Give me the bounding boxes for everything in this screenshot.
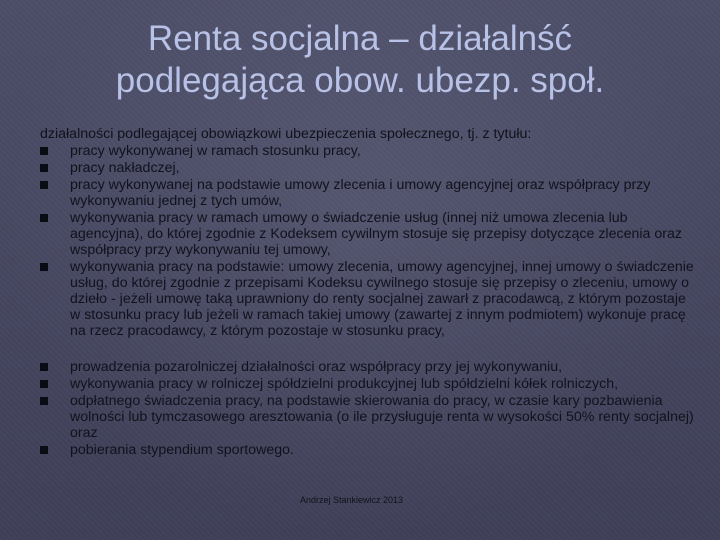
list-item [40, 177, 700, 209]
list-item-text: wykonywania pracy w rolniczej spółdzielni produkcyjnej lub spółdzielni kółek rolniczych, [70, 376, 619, 392]
list-item-text: pracy nakładczej, [70, 160, 180, 176]
list-item [40, 259, 700, 339]
list-item-text: wykonywania pracy na podstawie: umowy zlecenia, umowy agencyjnej, innej umowy o świadczenie usług, do której zgodnie z przepisami Kodeksu cywilnego stosuje się przepisy o zleceniu, umowy o dzieło - jeżeli umowę taką uprawniony do renty socjalnej zawarł z pracodawcą, z którym pozostaje w stosunku pracy lub jeżeli w ramach takiej umowy (zawartej z innym podmiotem) wykonuje pracę na rzecz pracodawcy, z którym pozostaje w stosunku pracy, [70, 259, 694, 339]
square-bullet-icon [40, 363, 48, 371]
square-bullet-icon [40, 147, 48, 155]
list-item-text: pobierania stypendium sportowego. [70, 442, 294, 458]
bullet-list-1 [40, 143, 700, 339]
list-item-text: pracy wykonywanej w ramach stosunku pracy, [70, 143, 361, 159]
list-item-text: prowadzenia pozarolniczej działalności oraz współpracy przy jej wykonywaniu, [70, 359, 563, 375]
spacer [40, 340, 700, 359]
list-item [40, 160, 700, 176]
list-item-text: odpłatnego świadczenia pracy, na podstawie skierowania do pracy, w czasie kary pozbawienia wolności lub tymczasowego aresztowania (o ile przysługuje renta w wysokości 50% renty socjalnej) oraz [70, 393, 694, 441]
list-item [40, 376, 700, 392]
list-item [40, 210, 700, 258]
title-line-2: podlegająca obow. ubezp. społ. [115, 61, 605, 100]
list-item-text: pracy wykonywanej na podstawie umowy zlecenia i umowy agencyjnej oraz współpracy przy wykonywaniu jednej z tych umów, [70, 177, 651, 209]
list-item-text: wykonywania pracy w ramach umowy o świadczenie usług (innej niż umowa zlecenia lub agencyjna), do której zgodnie z Kodeksem cywilnym stosuje się przepisy dotyczące zlecenia oraz współpracy przy wykonywaniu tej umowy, [70, 210, 682, 258]
list-item [40, 143, 700, 159]
bullet-list-2 [40, 359, 700, 458]
square-bullet-icon [40, 263, 48, 271]
square-bullet-icon [40, 214, 48, 222]
square-bullet-icon [40, 164, 48, 172]
list-item [40, 359, 700, 375]
square-bullet-icon [40, 181, 48, 189]
list-item [40, 393, 700, 441]
square-bullet-icon [40, 380, 48, 388]
list-item [40, 442, 700, 458]
slide-title [20, 18, 700, 102]
footer-author: Andrzej Stankiewicz 2013 [300, 495, 404, 505]
square-bullet-icon [40, 446, 48, 454]
title-line-1: Renta socjalna – działalnść [147, 19, 573, 58]
intro-text: działalności podlegającej obowiązkowi ubezpieczenia społecznego, tj. z tytułu: [40, 126, 532, 142]
square-bullet-icon [40, 397, 48, 405]
slide-content [40, 126, 700, 459]
